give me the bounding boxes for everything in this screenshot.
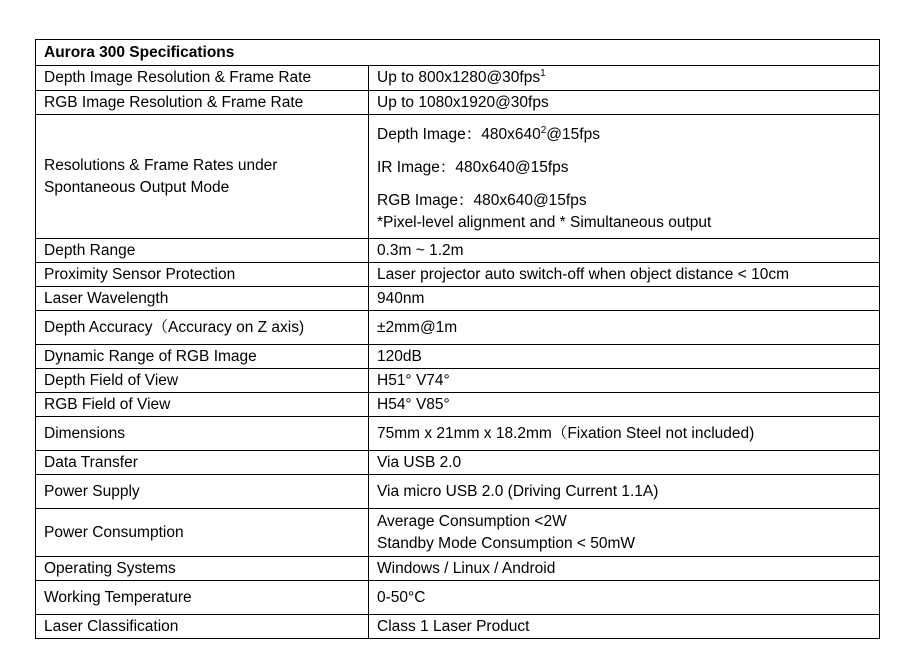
- spec-label: RGB Field of View: [36, 393, 369, 417]
- rgb-image-line: RGB Image：480x640@15fps: [377, 191, 587, 209]
- table-row: [36, 417, 880, 451]
- spec-label: Power Supply: [36, 475, 369, 509]
- spec-value: 75mm x 21mm x 18.2mm（Fixation Steel not included): [369, 417, 880, 451]
- spec-value: 0.3m ~ 1.2m: [369, 239, 880, 263]
- spec-value: Via micro USB 2.0 (Driving Current 1.1A): [369, 475, 880, 509]
- spec-value: 120dB: [369, 345, 880, 369]
- spec-value: H51° V74°: [369, 369, 880, 393]
- spec-value: Windows / Linux / Android: [369, 557, 880, 581]
- spec-value-text: Up to 800x1280@30fps: [377, 69, 541, 86]
- spec-value: Class 1 Laser Product: [369, 615, 880, 639]
- table-row: [36, 581, 880, 615]
- table-row: [36, 393, 880, 417]
- table-row: [36, 475, 880, 509]
- spec-label: Depth Range: [36, 239, 369, 263]
- table-row: [36, 345, 880, 369]
- spec-label: Laser Classification: [36, 615, 369, 639]
- spec-value: [369, 509, 880, 557]
- spec-value: Laser projector auto switch-off when object distance < 10cm: [369, 263, 880, 287]
- spec-value: 940nm: [369, 287, 880, 311]
- spec-label: Laser Wavelength: [36, 287, 369, 311]
- depth-image-text: Depth Image：480x640: [377, 125, 541, 143]
- spec-label: RGB Image Resolution & Frame Rate: [36, 91, 369, 115]
- table-row: [36, 66, 880, 91]
- table-row: [36, 287, 880, 311]
- table-title: Aurora 300 Specifications: [36, 40, 880, 66]
- spec-value: 0-50°C: [369, 581, 880, 615]
- table-row: [36, 557, 880, 581]
- table-row: [36, 369, 880, 393]
- table-row: [36, 509, 880, 557]
- spec-label: Working Temperature: [36, 581, 369, 615]
- table-title-row: [36, 40, 880, 66]
- spec-value: [369, 115, 880, 239]
- note-line: *Pixel-level alignment and * Simultaneous output: [377, 213, 712, 231]
- spec-value: ±2mm@1m: [369, 311, 880, 345]
- spec-label: Depth Accuracy（Accuracy on Z axis): [36, 311, 369, 345]
- ir-image-line: IR Image：480x640@15fps: [377, 158, 569, 176]
- table-row: [36, 451, 880, 475]
- spec-value-line: Standby Mode Consumption < 50mW: [377, 534, 636, 552]
- spec-label: Data Transfer: [36, 451, 369, 475]
- footnote-marker: 1: [540, 68, 546, 79]
- spec-label: Depth Field of View: [36, 369, 369, 393]
- table-row: [36, 91, 880, 115]
- table-row: [36, 115, 880, 239]
- table-row: [36, 263, 880, 287]
- table-row: [36, 615, 880, 639]
- depth-image-line: [377, 124, 871, 146]
- spec-value: Via USB 2.0: [369, 451, 880, 475]
- spec-value-line: Average Consumption <2W: [377, 512, 567, 530]
- spec-label: Operating Systems: [36, 557, 369, 581]
- specifications-table: [35, 39, 880, 639]
- spec-value: H54° V85°: [369, 393, 880, 417]
- table-row: [36, 239, 880, 263]
- depth-image-rate: @15fps: [546, 125, 600, 143]
- spec-label: Dynamic Range of RGB Image: [36, 345, 369, 369]
- spec-label: Dimensions: [36, 417, 369, 451]
- footnote-marker: 2: [540, 124, 547, 136]
- spec-value: [369, 66, 880, 91]
- table-row: [36, 311, 880, 345]
- spec-label: Resolutions & Frame Rates under Spontaneous Output Mode: [36, 115, 369, 239]
- spec-label: Proximity Sensor Protection: [36, 263, 369, 287]
- spec-label: Depth Image Resolution & Frame Rate: [36, 66, 369, 91]
- spec-label: Power Consumption: [36, 509, 369, 557]
- spec-value: Up to 1080x1920@30fps: [369, 91, 880, 115]
